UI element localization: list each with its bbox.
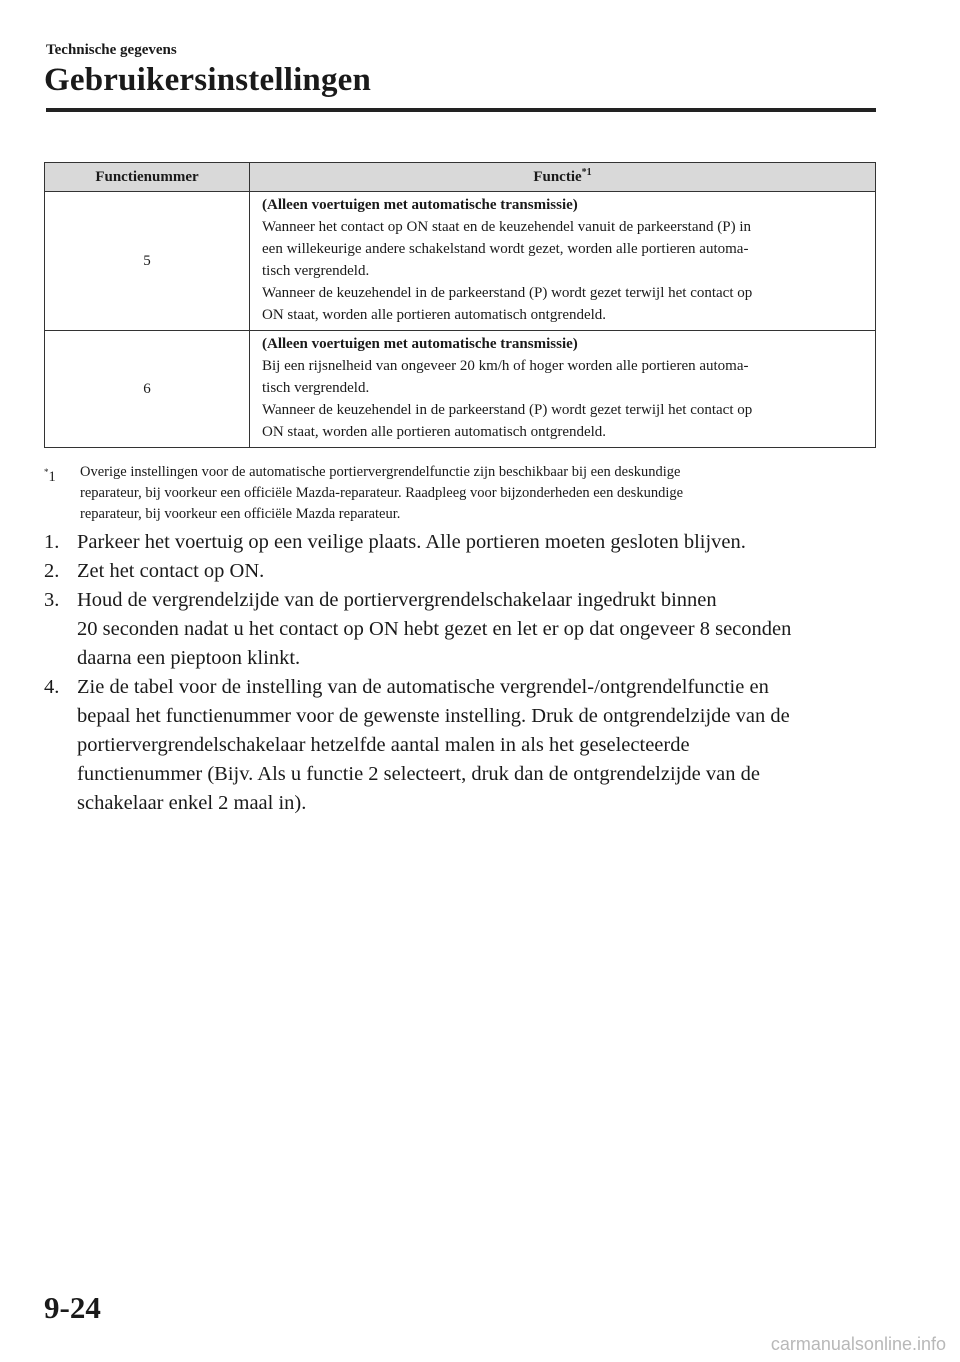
column-header-function [250,163,876,192]
function-description [250,192,876,331]
step-line: schakelaar enkel 2 maal in). [77,792,307,814]
instruction-steps [44,528,864,818]
step-line: Houd de vergrendelzijde van de portiervergrendelschakelaar ingedrukt binnen [77,589,717,611]
description-line: Bij een rijsnelheid van ongeveer 20 km/h of hoger worden alle portieren automa- [262,358,749,374]
step-number: 4. [44,676,60,698]
table-row [45,331,876,448]
description-line: Wanneer de keuzehendel in de parkeerstand (P) wordt gezet terwijl het contact op [262,285,753,301]
step-item [44,528,864,557]
description-line: ON staat, worden alle portieren automatisch ontgrendeld. [262,424,607,440]
step-line: daarna een pieptoon klinkt. [77,647,301,669]
description-line: Wanneer de keuzehendel in de parkeerstand (P) wordt gezet terwijl het contact op [262,402,753,418]
page-title: Gebruikersinstellingen [44,62,372,98]
function-number: 6 [45,331,250,448]
description-line: tisch vergrendeld. [262,380,370,396]
footnote-number: 1 [48,468,56,485]
step-number: 2. [44,560,60,582]
description-line: Wanneer het contact op ON staat en de keuzehendel vanuit de parkeerstand (P) in [262,219,752,235]
step-line: functienummer (Bijv. Als u functie 2 selecteert, druk dan de ontgrendelzijde van de [77,763,760,785]
column-header-function-number: Functienummer [45,163,250,192]
section-header: Technische gegevens [46,42,177,58]
description-heading: (Alleen voertuigen met automatische transmissie) [262,336,578,352]
footnote-line: reparateur, bij voorkeur een officiële Mazda reparateur. [80,506,401,522]
step-line: portiervergrendelschakelaar hetzelfde aantal malen in als het geselecteerde [77,734,690,756]
footnote [44,462,844,525]
footnote-star: * [44,467,49,477]
step-line: Zet het contact op ON. [77,560,265,582]
footnote-line: Overige instellingen voor de automatische portiervergrendelfunctie zijn beschikbaar bij een deskundige [80,464,681,480]
title-divider [46,108,876,112]
description-line: ON staat, worden alle portieren automatisch ontgrendeld. [262,307,607,323]
description-heading: (Alleen voertuigen met automatische transmissie) [262,197,578,213]
step-line: bepaal het functienummer voor de gewenste instelling. Druk de ontgrendelzijde van de [77,705,790,727]
footnote-line: reparateur, bij voorkeur een officiële Mazda-reparateur. Raadpleeg voor bijzonderheden een deskundige [80,485,684,501]
step-item [44,557,864,586]
step-line: Zie de tabel voor de instelling van de automatische vergrendel-/ontgrendelfunctie en [77,676,769,698]
function-table [44,162,876,448]
function-description [250,331,876,448]
table-header-row [45,163,876,192]
description-line: een willekeurige andere schakelstand wordt gezet, worden alle portieren automa- [262,241,749,257]
function-number: 5 [45,192,250,331]
step-item [44,673,864,818]
watermark: carmanualsonline.info [770,1334,946,1354]
step-line: 20 seconden nadat u het contact op ON hebt gezet en let er op dat ongeveer 8 seconden [77,618,792,640]
footnote-marker [44,462,80,488]
step-number: 3. [44,589,60,611]
footnote-ref: *1 [581,167,592,178]
page-number: 9-24 [44,1290,101,1325]
step-number: 1. [44,531,60,553]
column-header-function-label: Functie [533,169,582,185]
table-row [45,192,876,331]
description-line: tisch vergrendeld. [262,263,370,279]
step-item [44,586,864,673]
step-line: Parkeer het voertuig op een veilige plaats. Alle portieren moeten gesloten blijven. [77,531,746,553]
